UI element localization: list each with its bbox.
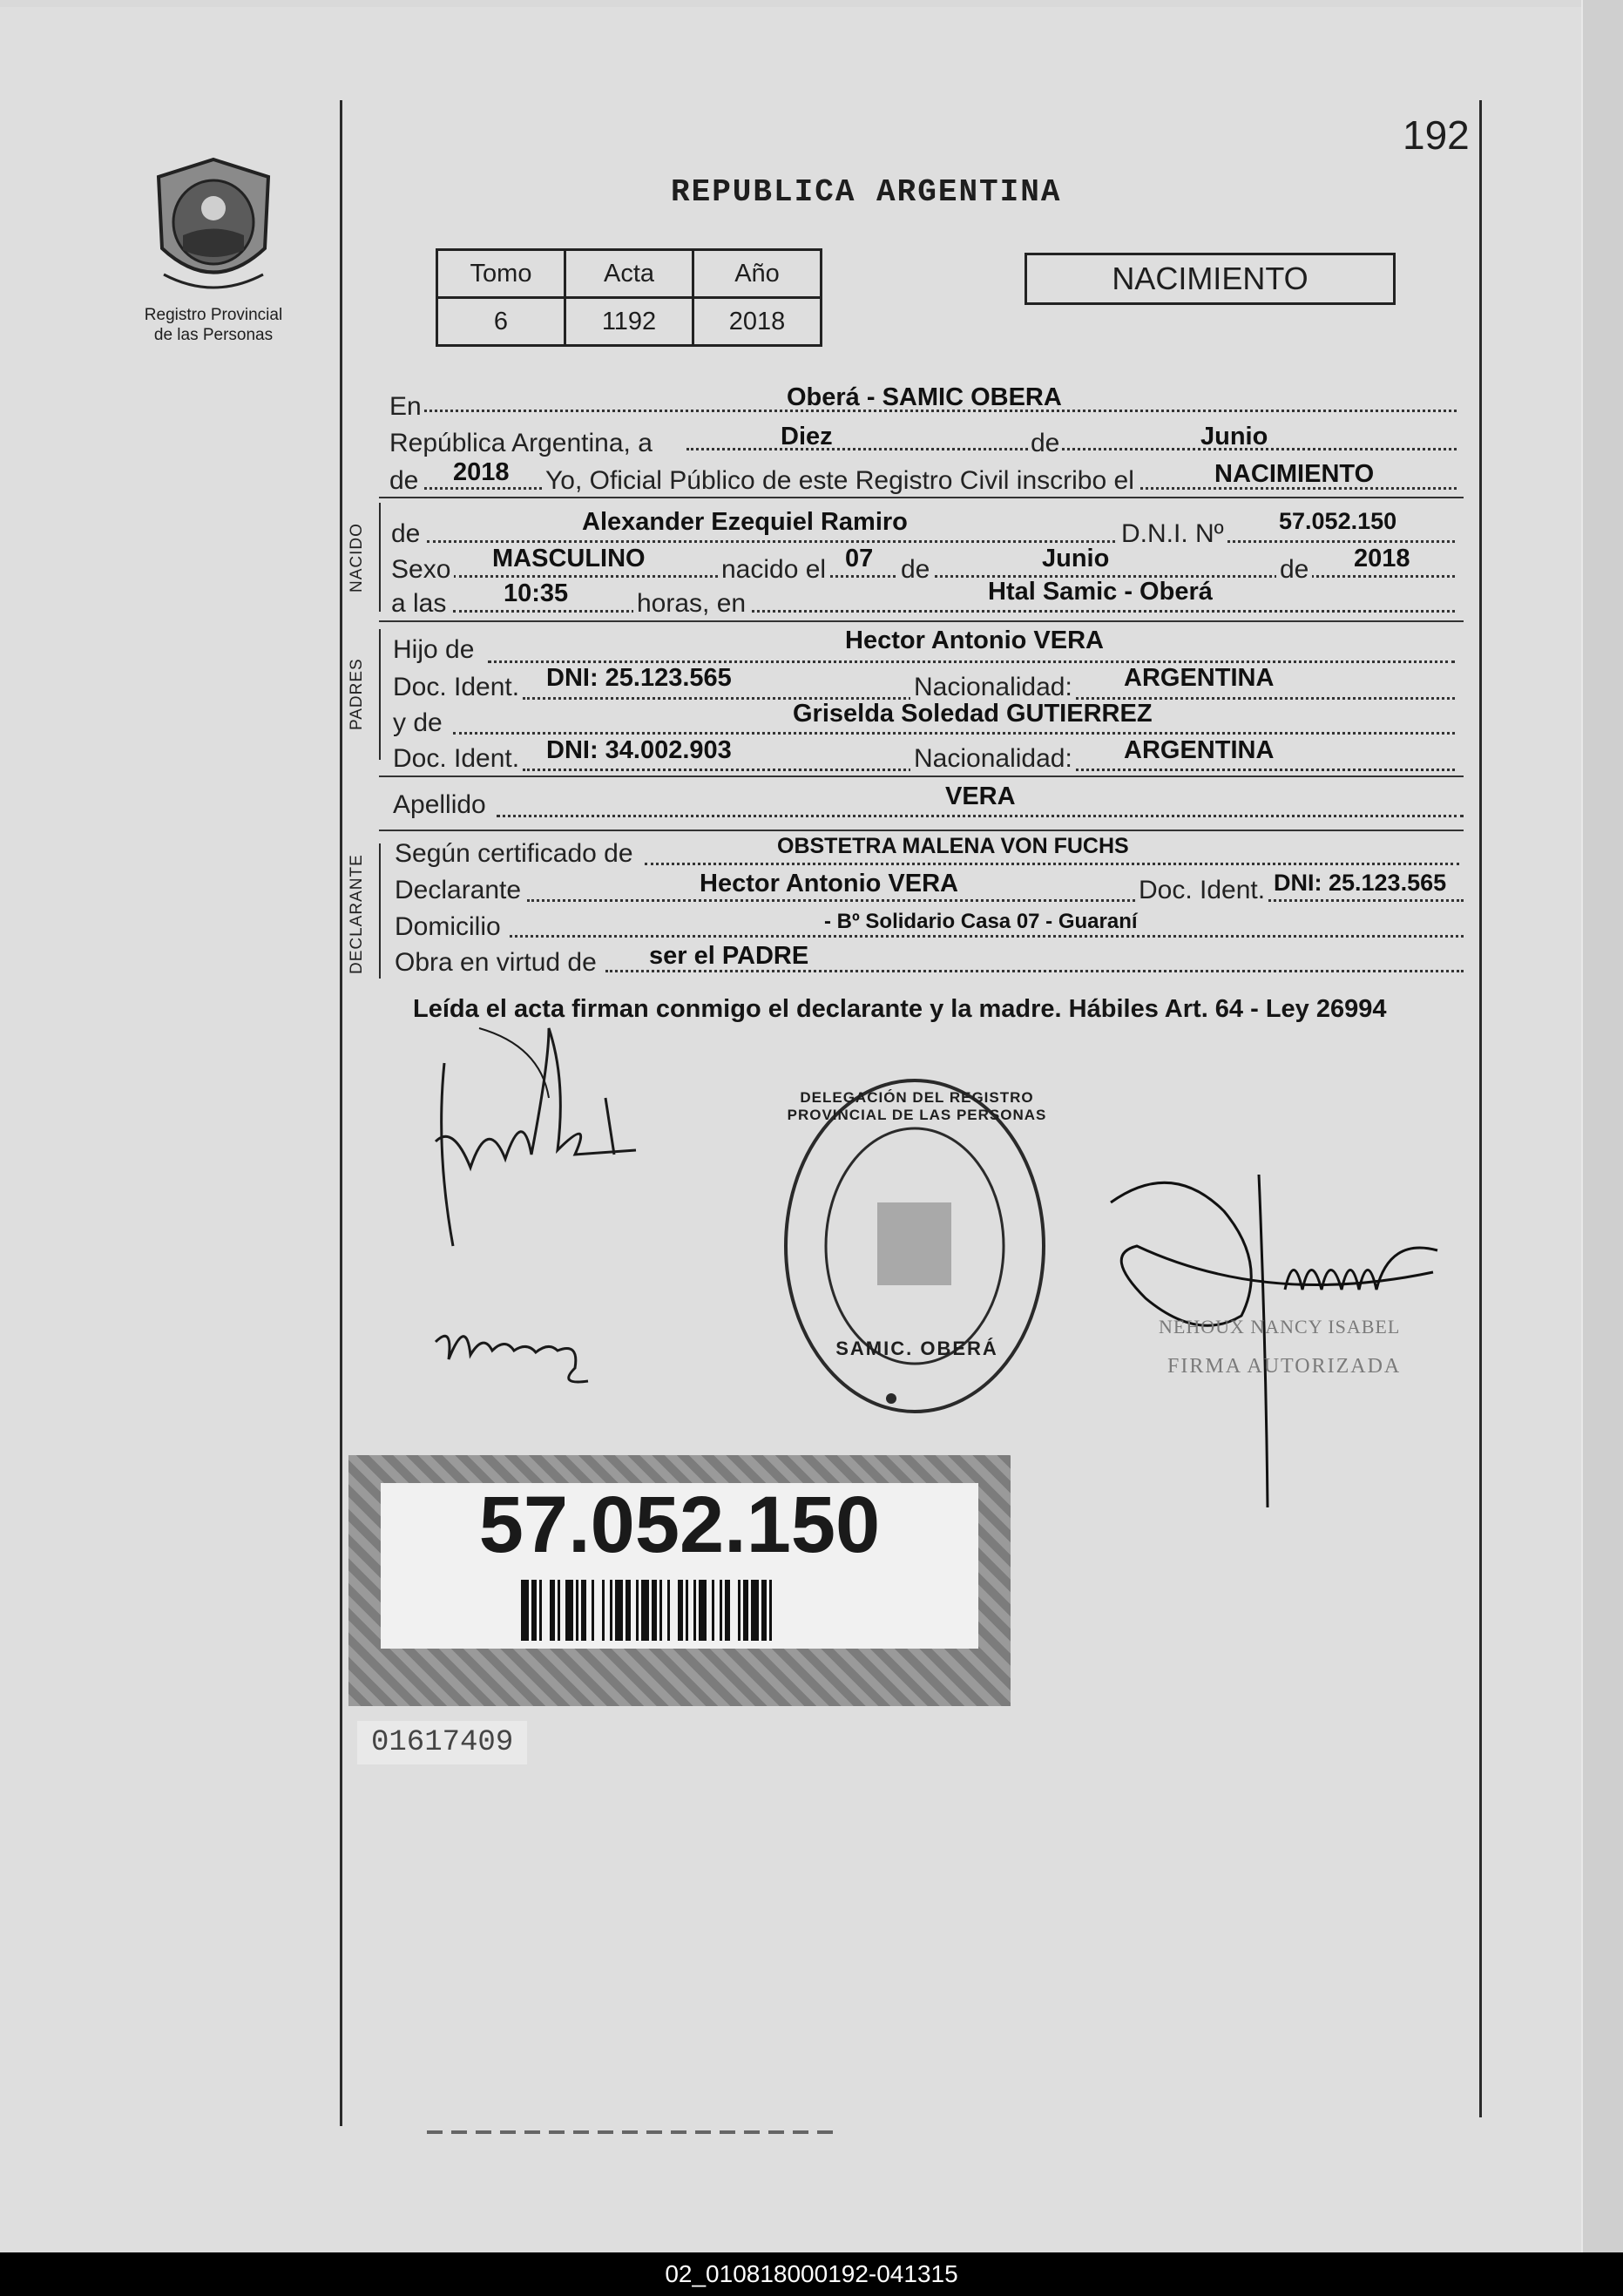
declarante-doc-value: DNI: 25.123.565 [1274,870,1447,896]
nacido-top-rule [379,497,1464,498]
nacido-de-label-3: de [1276,555,1312,585]
apellido-value: VERA [945,782,1016,810]
dotline-hora [453,610,1455,613]
dotline-declarante [527,899,1464,902]
firma-autorizada-text: FIRMA AUTORIZADA [1167,1355,1402,1378]
declarante-bracket [379,843,381,979]
dotline-certificado [645,863,1459,865]
domicilio-value: - Bº Solidario Casa 07 - Guaraní [824,910,1138,933]
dotline-hijo [488,660,1455,663]
birth-year-value: 2018 [1354,545,1410,572]
father-nac-label: Nacionalidad: [910,673,1076,702]
closing-text: Leída el acta firman conmigo el declarante y la madre. Hábiles Art. 64 - Ley 26994 [413,995,1387,1023]
father-nationality-value: ARGENTINA [1124,664,1275,692]
father-name-value: Hector Antonio VERA [845,626,1104,654]
mother-nationality-value: ARGENTINA [1124,736,1275,764]
declarante-signature-icon [418,1011,645,1255]
padres-top-rule [379,620,1464,622]
id-barcode-label [348,1455,1011,1706]
republica-label: República Argentina, a [389,429,653,457]
place-value: Oberá - SAMIC OBERA [787,383,1062,411]
page-edge [1581,0,1623,2257]
page-number: 192 [1403,112,1470,158]
mother-nac-label: Nacionalidad: [910,744,1076,774]
emblem-caption-spacer [129,204,298,205]
stamp-ring-text: DELEGACIÓN DEL REGISTRO PROVINCIAL DE LAS PERSONAS [787,1089,1047,1123]
record-value-tomo: 6 [437,298,565,346]
apellido-bottom-rule [379,830,1464,831]
sexo-label: Sexo [391,555,454,585]
nacido-el-label: nacido el [718,555,829,585]
dni-label: D.N.I. Nº [1118,519,1227,549]
record-header-ano: Año [693,250,822,298]
id-number-value: 57.052.150 [478,1480,881,1569]
time-value: 10:35 [504,579,569,607]
emblem-icon [148,152,279,296]
record-value-ano: 2018 [693,298,822,346]
padres-section-label: PADRES [348,658,366,730]
y-de-label: y de [393,708,443,737]
registry-stamp [780,1072,1054,1425]
record-header-tomo: Tomo [437,250,565,298]
dotline-domicilio [510,935,1464,938]
serial-label: 01617409 [357,1721,527,1764]
dotline-name [427,540,1455,543]
mother-name-value: Griselda Soledad GUTIERREZ [793,700,1153,728]
padres-bracket [379,629,381,760]
registry-name [126,305,301,345]
child-name-value: Alexander Ezequiel Ramiro [582,508,908,536]
nacido-de-label-2: de [897,555,933,585]
stamp-inner-text: SAMIC. OBERÁ [835,1338,998,1359]
record-table [436,248,822,347]
dotline-apellido [497,815,1464,817]
official-signature-icon [1093,1168,1459,1516]
nacido-de-label: de [391,519,423,549]
emblem-caption [129,193,298,209]
hijo-de-label: Hijo de [393,635,475,664]
registry-name-line2: de las Personas [153,326,274,344]
month-value: Junio [1200,423,1268,450]
stamp-graphic-icon [780,1072,1054,1425]
de-label-2: de [389,466,422,496]
birth-place-value: Htal Samic - Oberá [988,578,1213,606]
mother-doc-label: Doc. Ident. [393,744,520,773]
declarante-name-value: Hector Antonio VERA [700,870,958,897]
apellido-label: Apellido [393,790,486,819]
record-value-acta: 1192 [565,298,693,346]
a-las-label: a las [391,589,450,619]
record-header-acta: Acta [565,250,693,298]
sexo-value: MASCULINO [492,545,646,572]
mother-doc-value: DNI: 34.002.903 [546,736,732,764]
child-dni-value: 57.052.150 [1279,508,1397,534]
declarante-section-label: DECLARANTE [348,854,366,974]
year-value: 2018 [453,458,510,486]
father-doc-label: Doc. Ident. [393,673,520,701]
dotline-mother [453,732,1455,735]
official-name-line: NEHOUX NANCY ISABEL [1159,1316,1401,1338]
day-value: Diez [781,423,833,450]
registry-name-line1: Registro Provincial [144,306,283,324]
statement-text: Yo, Oficial Público de este Registro Civil inscribo el [542,466,1138,496]
faint-bottom-marks [427,2130,836,2134]
horas-label: horas, en [633,589,749,619]
certificado-value: OBSTETRA MALENA VON FUCHS [777,834,1129,858]
obra-label: Obra en virtud de [395,948,597,977]
domicilio-label: Domicilio [395,912,501,941]
declarante-label: Declarante [395,876,522,904]
province-emblem [148,152,279,296]
certificado-label: Según certificado de [395,839,633,868]
birth-month-value: Junio [1042,545,1110,572]
nacido-bracket [379,503,381,612]
nacido-section-label: NACIDO [348,523,366,593]
obra-value: ser el PADRE [649,942,809,970]
padres-bottom-rule [379,775,1464,777]
right-margin-line [1479,100,1482,2117]
footer-code-bar: 02_010818000192-041315 [0,2252,1623,2296]
declarante-doc-label: Doc. Ident. [1135,876,1268,905]
en-label: En [389,392,422,421]
birth-day-value: 07 [845,545,874,572]
record-type-box: NACIMIENTO [1025,253,1396,305]
barcode-icon [521,1580,842,1641]
father-doc-value: DNI: 25.123.565 [546,664,732,692]
de-label-1: de [1028,429,1062,458]
left-margin-line [340,100,342,2126]
document-title: REPUBLICA ARGENTINA [671,174,1062,210]
mother-signature-icon [427,1307,601,1394]
event-value: NACIMIENTO [1214,460,1375,488]
